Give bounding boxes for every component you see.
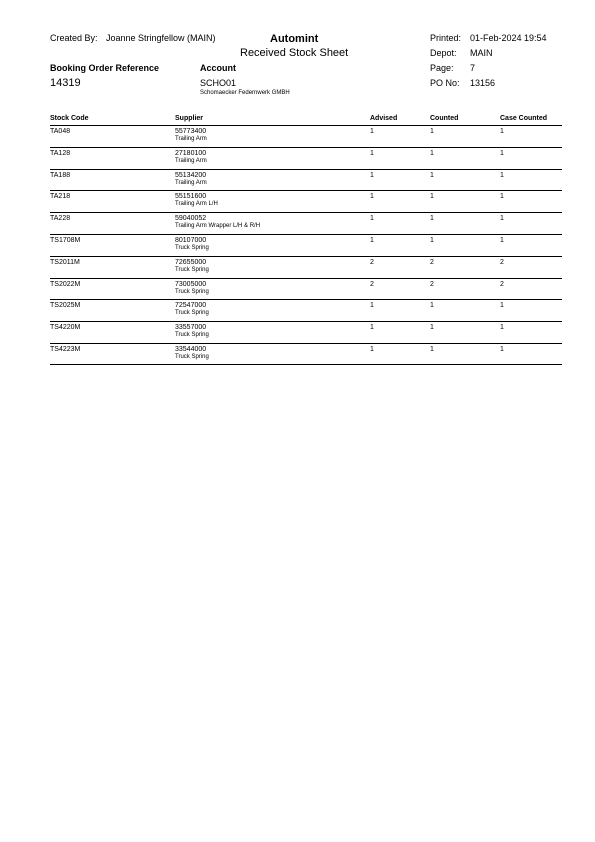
col-advised: Advised	[370, 115, 398, 122]
table-row	[50, 234, 562, 256]
item-description: Truck Spring	[175, 332, 209, 339]
case-counted-qty: 1	[500, 324, 504, 332]
supplier-ref: 33557000	[175, 324, 207, 332]
supplier-ref: 72655000	[175, 258, 207, 266]
counted-qty: 1	[430, 128, 434, 135]
account-code: SCHO01	[200, 78, 237, 88]
supplier-ref: 55151600	[175, 193, 207, 201]
table-row	[50, 321, 562, 343]
po-label: PO No:	[430, 78, 460, 88]
counted-qty: 1	[430, 215, 434, 223]
case-counted-qty: 1	[500, 215, 504, 223]
supplier-ref: 59040052	[175, 215, 207, 223]
page-label: Page:	[430, 63, 454, 73]
advised-qty: 1	[370, 149, 374, 157]
col-counted: Counted	[430, 115, 459, 122]
advised-qty: 1	[370, 128, 374, 135]
created-by-label: Created By:	[50, 33, 98, 43]
table-row	[50, 125, 562, 147]
item-description: Truck Spring	[175, 310, 209, 317]
supplier-ref: 27180100	[175, 149, 207, 157]
counted-qty: 1	[430, 193, 434, 201]
table-row	[50, 190, 562, 212]
stock-code: TS1708M	[50, 236, 81, 244]
booking-ref-value: 14319	[50, 77, 81, 89]
item-description: Trailing Arm	[175, 136, 207, 142]
advised-qty: 2	[370, 258, 374, 266]
advised-qty: 1	[370, 345, 374, 353]
col-stock-code: Stock Code	[50, 115, 89, 122]
case-counted-qty: 1	[500, 149, 504, 157]
po-value: 13156	[470, 78, 496, 88]
booking-ref-label: Booking Order Reference	[50, 63, 160, 73]
table-row	[50, 256, 562, 278]
col-supplier: Supplier	[175, 115, 204, 122]
supplier-ref: 80107000	[175, 236, 207, 244]
case-counted-qty: 2	[500, 280, 504, 288]
counted-qty: 1	[430, 302, 434, 310]
supplier-ref: 55134200	[175, 171, 207, 179]
advised-qty: 2	[370, 280, 374, 288]
table-row	[50, 147, 562, 169]
counted-qty: 2	[430, 258, 434, 266]
counted-qty: 2	[430, 280, 434, 288]
item-description: Trailing Arm L/H	[175, 201, 218, 208]
counted-qty: 1	[430, 171, 434, 179]
advised-qty: 1	[370, 215, 374, 223]
item-description: Truck Spring	[175, 266, 209, 273]
table-row	[50, 278, 562, 300]
account-label: Account	[200, 63, 236, 73]
item-description: Trailing Arm Wrapper L/H & R/H	[175, 223, 261, 230]
stock-code: TS2011M	[50, 258, 80, 266]
stock-code: TS4223M	[50, 345, 81, 353]
table-row	[50, 343, 562, 365]
advised-qty: 1	[370, 171, 374, 179]
case-counted-qty: 2	[500, 258, 504, 266]
stock-code: TA188	[50, 171, 71, 179]
printed-value: 01-Feb-2024 19:54	[470, 33, 547, 43]
account-name: Schomaecker Federnwerk GMBH	[200, 90, 290, 96]
stock-code: TS4220M	[50, 324, 81, 332]
stock-code: TA048	[50, 128, 71, 135]
case-counted-qty: 1	[500, 236, 504, 244]
stock-code: TA128	[50, 149, 71, 157]
counted-qty: 1	[430, 236, 434, 244]
case-counted-qty: 1	[500, 171, 504, 179]
depot-value: MAIN	[470, 48, 493, 58]
advised-qty: 1	[370, 236, 374, 244]
item-description: Trailing Arm	[175, 157, 207, 164]
sheet-title: Received Stock Sheet	[240, 47, 349, 59]
page-value: 7	[470, 63, 476, 73]
advised-qty: 1	[370, 193, 374, 201]
stock-code: TA228	[50, 215, 71, 223]
case-counted-qty: 1	[500, 193, 504, 201]
counted-qty: 1	[430, 345, 434, 353]
table-row	[50, 169, 562, 191]
col-case-counted: Case Counted	[500, 115, 548, 122]
stock-table	[50, 125, 562, 365]
depot-label: Depot:	[430, 48, 457, 58]
printed-label: Printed:	[430, 33, 462, 43]
created-by-value: Joanne Stringfellow (MAIN)	[106, 33, 216, 43]
supplier-ref: 73005000	[175, 280, 207, 288]
supplier-ref: 55773400	[175, 128, 207, 135]
case-counted-qty: 1	[500, 302, 504, 310]
table-row	[50, 299, 562, 321]
company-name: Automint	[270, 33, 319, 45]
item-description: Truck Spring	[175, 353, 209, 360]
advised-qty: 1	[370, 302, 374, 310]
case-counted-qty: 1	[500, 345, 504, 353]
counted-qty: 1	[430, 324, 434, 332]
stock-code: TS2025M	[50, 302, 81, 310]
advised-qty: 1	[370, 324, 374, 332]
supplier-ref: 72547000	[175, 302, 207, 310]
supplier-ref: 33544000	[175, 345, 207, 353]
case-counted-qty: 1	[500, 128, 504, 135]
item-description: Truck Spring	[175, 244, 209, 251]
stock-code: TS2022M	[50, 280, 81, 288]
table-row	[50, 212, 562, 234]
counted-qty: 1	[430, 149, 434, 157]
item-description: Trailing Arm	[175, 179, 207, 186]
stock-code: TA218	[50, 193, 71, 201]
item-description: Truck Spring	[175, 288, 209, 295]
